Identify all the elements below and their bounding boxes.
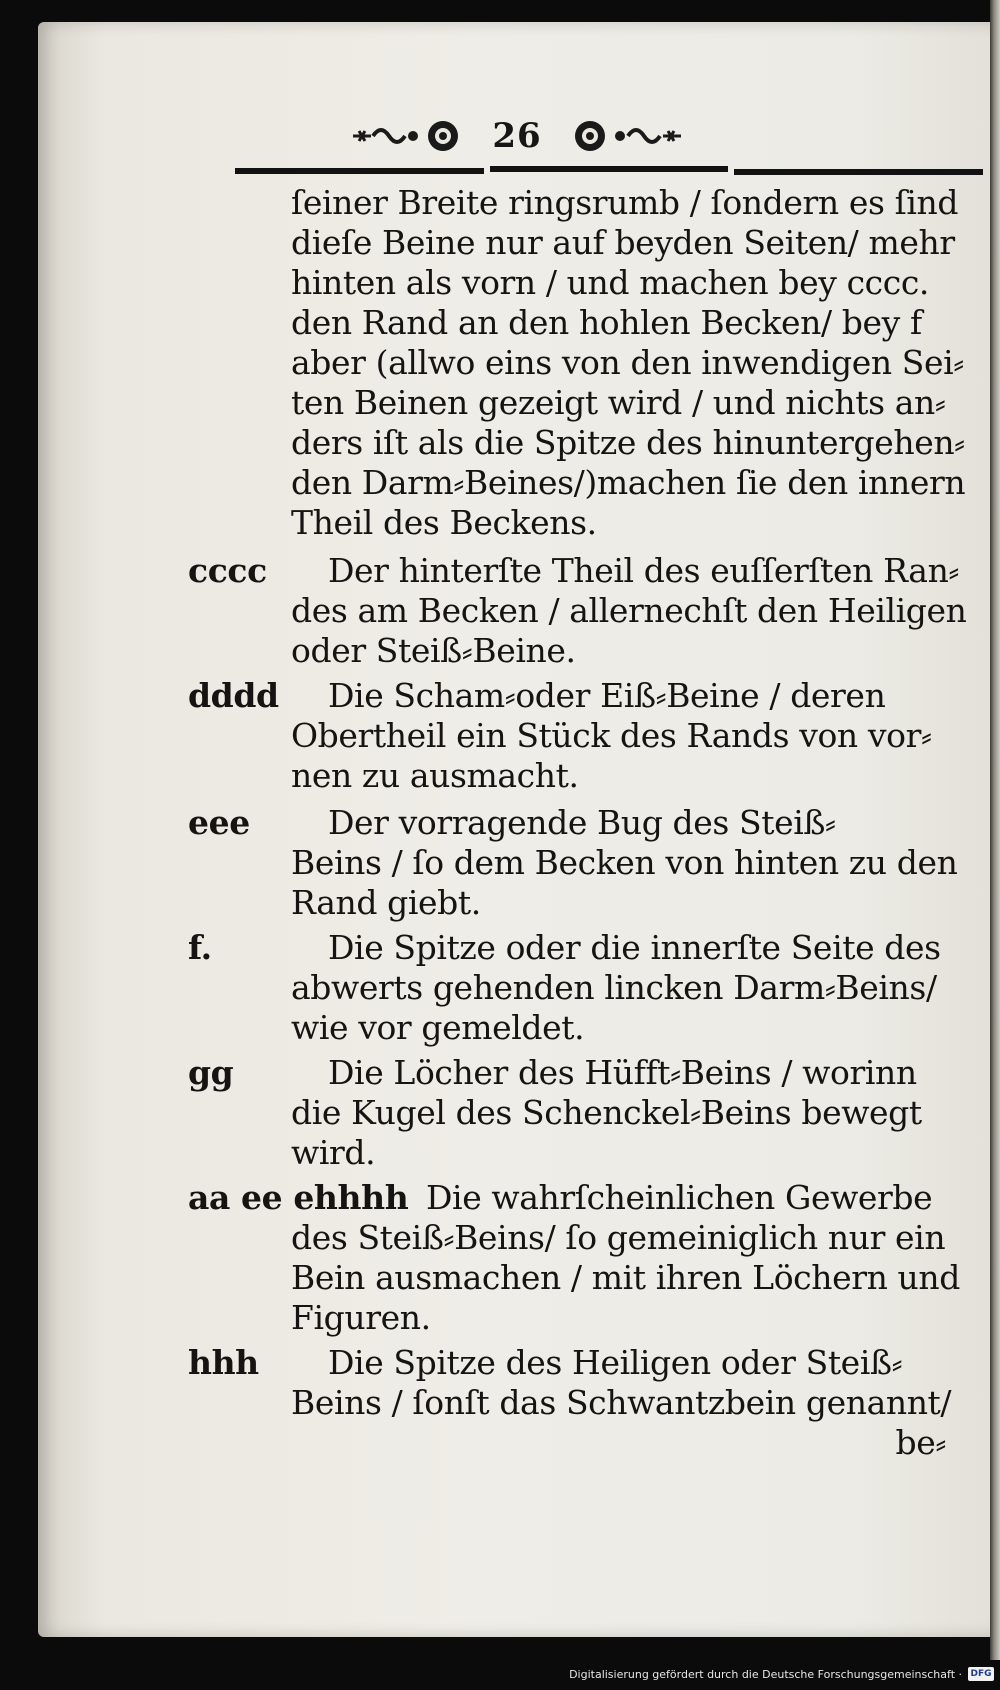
text-line: Die Spitze oder die innerſte Seite des [328,928,941,967]
text-line: Beins / ſo dem Becken von hinten zu den [291,843,958,882]
running-head [38,116,996,156]
page-number: 26 [492,116,542,156]
text-line: den Rand an den hohlen Becken/ bey f [291,303,922,342]
entry-label: dddd [188,676,279,715]
footer-credit: Digitalisierung gefördert durch die Deutsche Forschungsgemeinschaft · [569,1667,962,1681]
text-line: ders iſt als die Spitze des hinuntergehen⸗ [291,423,965,462]
text-line: oder Steiß⸗Beine. [291,631,576,670]
ornament-right-icon [568,119,683,153]
text-line: hinten als vorn / und machen bey cccc. [291,263,929,302]
text-line [291,182,959,224]
text-line: wird. [291,1133,376,1172]
text-line: Beins / ſonſt das Schwantzbein genannt/ [291,1383,952,1422]
text-line: Rand giebt. [291,883,481,922]
text-line: die Kugel des Schenckel⸗Beins bewegt [291,1093,922,1132]
text-line: Die wahrſcheinlichen Gewerbe [426,1178,933,1217]
entry-label: eee [188,803,250,842]
text-line: Figuren. [291,1298,431,1337]
text-line: nen zu ausmacht. [291,756,579,795]
catchword: be⸗ [895,1423,946,1462]
book-page [38,22,996,1637]
text-line: Der vorragende Bug des Steiß⸗ [328,803,836,842]
text-line: des Steiß⸗Beins/ ſo gemeiniglich nur ein [291,1218,946,1257]
entry-label: gg [188,1053,234,1092]
header-rule [235,166,983,174]
text-line: Theil des Beckens. [291,503,597,542]
entry-label: f. [188,928,212,967]
entry-label: cccc [188,551,267,590]
ornament-left-icon [351,119,466,153]
text-line: abwerts gehenden lincken Darm⸗Beins/ [291,968,937,1007]
text-line: Die Löcher des Hüfft⸗Beins / worinn [328,1053,917,1092]
text-line: Der hinterſte Theil des euſſerſten Ran⸗ [328,551,960,590]
text-line: aber (allwo eins von den inwendigen Sei⸗ [291,343,964,382]
text-line: Bein ausmachen / mit ihren Löchern und [291,1258,960,1297]
book-edge [990,0,1000,1660]
entry-label: hhh [188,1343,259,1382]
text-line: Die Scham⸗oder Eiß⸗Beine / deren [328,676,886,715]
text-line: den Darm⸗Beines/)machen ſie den innern [291,463,966,502]
entry-label: aa ee ehhhh [188,1178,409,1217]
text-line: wie vor gemeldet. [291,1008,585,1047]
text-line-content: ſeiner Breite ringsrumb / ſondern es ſind [291,183,959,222]
dfg-logo-icon: DFG [968,1667,994,1681]
text-line: Obertheil ein Stück des Rands von vor⸗ [291,716,932,755]
text-line: ten Beinen gezeigt wird / und nichts an⸗ [291,383,946,422]
text-line: Die Spitze des Heiligen oder Steiß⸗ [328,1343,903,1382]
text-line: dieſe Beine nur auf beyden Seiten/ mehr [291,223,955,262]
digitization-footer [569,1664,994,1684]
text-line: des am Becken / allernechſt den Heiligen [291,591,967,630]
